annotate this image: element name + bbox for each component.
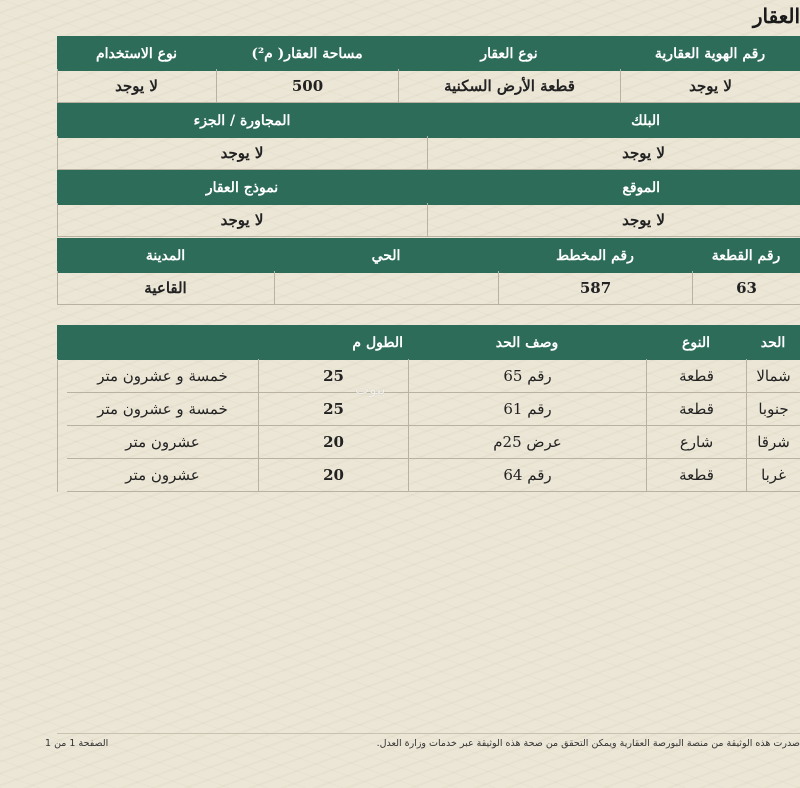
header-length-text (67, 325, 258, 360)
header-plot-number: رقم القطعة (711, 247, 781, 264)
header-boundary-type: النوع (682, 334, 710, 351)
boundary-description: رقم 61 (408, 392, 646, 426)
location-header-band (57, 170, 800, 205)
property-header-band (57, 36, 800, 71)
value-plot-number: 63 (692, 271, 800, 305)
block-header-band (57, 103, 800, 138)
boundary-description: رقم 65 (408, 359, 646, 393)
watermark-logo: بيوت (355, 380, 386, 398)
header-city: المدينة (145, 247, 186, 264)
location-values-row (57, 203, 800, 237)
header-property-id: رقم الهوية العقارية (654, 45, 766, 62)
plot-values-row (57, 271, 800, 305)
header-usage-type: نوع الاستخدام (95, 45, 178, 62)
header-block: البلك (631, 112, 660, 129)
value-city: القاعية (57, 271, 274, 305)
page-number: الصفحة 1 من 1 (45, 738, 109, 749)
footer-note: صدرت هذه الوثيقة من منصة البورصة العقارية ويمكن التحقق من صحة هذه الوثيقة عبر خدمات وزارة العدل. (376, 738, 800, 749)
boundaries-header-band (57, 325, 800, 360)
table-row (57, 425, 800, 459)
header-boundary: الحد (760, 334, 786, 351)
table-row (57, 392, 800, 426)
header-property-type: نوع العقار (480, 45, 538, 62)
boundary-description: عرض 25م (408, 425, 646, 459)
boundary-description: رقم 64 (408, 458, 646, 492)
boundary-direction: شرقا (746, 425, 800, 459)
boundary-length-text: عشرون متر (67, 458, 258, 492)
header-property-area: مساحة العقار( م²) (251, 45, 363, 62)
block-values-row (57, 136, 800, 170)
plot-header-band (57, 238, 800, 273)
header-neighborhood-part: المجاورة / الجزء (193, 112, 291, 129)
header-plan-number: رقم المخطط (556, 247, 634, 264)
value-plan-number: 587 (498, 271, 692, 305)
boundary-type: قطعة (646, 359, 746, 393)
boundary-direction: شمالا (746, 359, 800, 393)
section-title: العقار (752, 4, 800, 28)
boundary-length: 20 (258, 425, 408, 459)
value-property-type: قطعة الأرض السكنية (398, 69, 620, 103)
boundary-length: 20 (258, 458, 408, 492)
boundary-direction: جنوبا (746, 392, 800, 426)
boundary-type: قطعة (646, 458, 746, 492)
boundary-length-text: خمسة و عشرون متر (67, 392, 258, 426)
property-values-row (57, 69, 800, 103)
value-neighborhood-part: لا يوجد (57, 136, 427, 170)
footer-divider (57, 733, 800, 734)
boundary-length: 25 (258, 392, 408, 426)
boundary-length: 25 (258, 359, 408, 393)
table-row (57, 359, 800, 393)
boundary-type: قطعة (646, 392, 746, 426)
value-property-id: لا يوجد (620, 69, 800, 103)
value-location: لا يوجد (427, 203, 800, 237)
value-property-area: 500 (216, 69, 398, 103)
value-usage-type: لا يوجد (57, 69, 216, 103)
boundary-length-text: خمسة و عشرون متر (67, 359, 258, 393)
header-property-model: نموذج العقار (205, 179, 279, 196)
value-district (274, 271, 498, 305)
boundary-type: شارع (646, 425, 746, 459)
boundary-direction: غربا (746, 458, 800, 492)
header-boundary-description: وصف الحد (495, 334, 559, 351)
value-property-model: لا يوجد (57, 203, 427, 237)
header-location: الموقع (622, 179, 660, 196)
header-length: الطول م (352, 334, 403, 351)
header-district: الحي (371, 247, 401, 264)
table-row (57, 458, 800, 492)
value-block: لا يوجد (427, 136, 800, 170)
boundary-length-text: عشرون متر (67, 425, 258, 459)
